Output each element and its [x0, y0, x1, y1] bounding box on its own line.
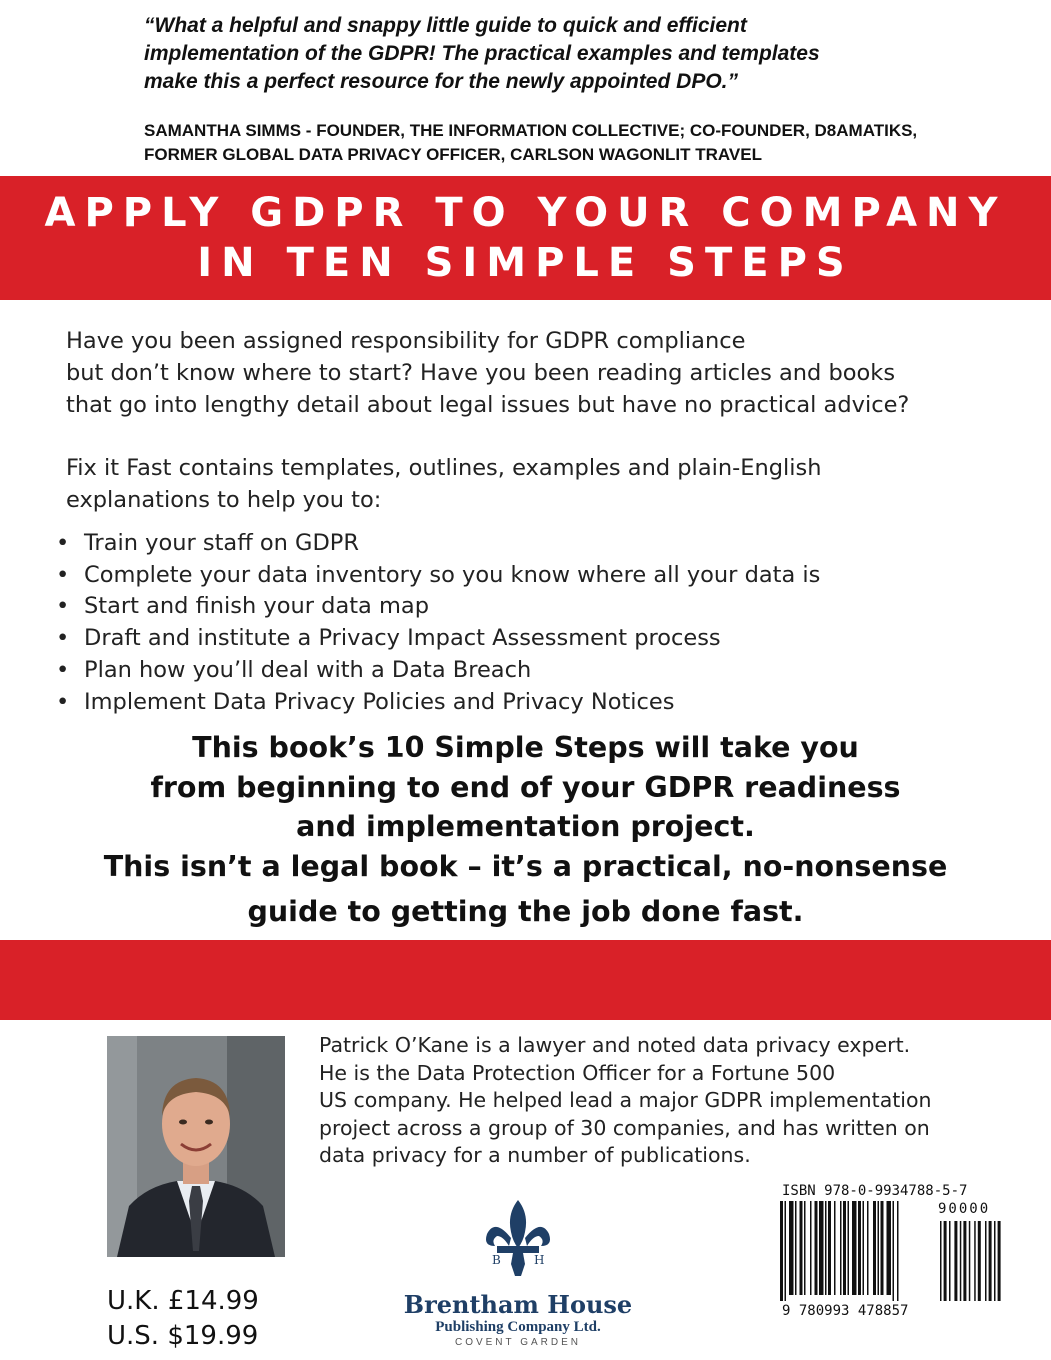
barcode-addon-bar	[949, 1221, 951, 1301]
attribution-line: SAMANTHA SIMMS - FOUNDER, THE INFORMATION COLLECTIVE; CO-FOUNDER, D8AMATIKS,	[144, 121, 918, 140]
list-item	[54, 528, 1014, 560]
list-item-text: Start and finish your data map	[84, 593, 429, 620]
barcode-icon	[778, 1201, 1018, 1303]
barcode-digits: 9 780993 478857	[782, 1303, 909, 1319]
barcode-addon-bar	[989, 1221, 992, 1301]
list-item	[54, 655, 1014, 687]
promo-line: This book’s 10 Simple Steps will take you	[192, 731, 859, 764]
bullet-icon: •	[56, 593, 70, 620]
bio-line: He is the Data Protection Officer for a Fortune 500	[319, 1060, 836, 1085]
bullet-icon: •	[56, 530, 70, 556]
promo-line: and implementation project.	[296, 810, 755, 843]
barcode-addon-bar	[954, 1221, 957, 1301]
barcode-addon-bar	[994, 1221, 996, 1301]
barcode-bar	[828, 1201, 831, 1295]
barcode-bar	[815, 1201, 818, 1295]
barcode-bar	[834, 1201, 836, 1295]
barcode-bar	[848, 1201, 850, 1295]
author-photo	[107, 1036, 285, 1257]
barcode-bar	[780, 1201, 783, 1301]
barcode-bar	[873, 1201, 876, 1295]
headline-line: APPLY GDPR TO YOUR COMPANY	[44, 190, 1007, 236]
attribution-line: FORMER GLOBAL DATA PRIVACY OFFICER, CARLSON WAGONLIT TRAVEL	[144, 145, 762, 164]
publisher-subtitle: Publishing Company Ltd.	[435, 1319, 601, 1335]
monogram-left: B	[492, 1253, 501, 1267]
barcode-bar	[840, 1201, 842, 1295]
bio-line: US company. He helped lead a major GDPR implementation	[319, 1088, 932, 1112]
intro-paragraph-2	[66, 452, 1016, 516]
list-item	[54, 687, 1014, 719]
barcode-addon-bar	[978, 1221, 981, 1301]
barcode-addon-bar	[963, 1221, 966, 1301]
barcode-addon-bar	[944, 1221, 947, 1301]
prices	[107, 1284, 259, 1354]
intro-line: Fix it Fast contains templates, outlines, examples and plain-English	[66, 455, 822, 481]
barcode-bar	[858, 1201, 861, 1295]
bio-line: data privacy for a number of publications.	[319, 1143, 751, 1167]
testimonial-attribution	[144, 119, 1024, 167]
author-bio	[319, 1032, 1019, 1170]
promo-line: from beginning to end of your GDPR readiness	[150, 770, 901, 804]
quote-line: “What a helpful and snappy little guide to quick and efficient	[144, 14, 747, 37]
publisher-location: COVENT GARDEN	[454, 1337, 582, 1348]
bio-line: Patrick O’Kane is a lawyer and noted data privacy expert.	[319, 1033, 911, 1057]
author-portrait-icon	[107, 1036, 285, 1257]
monogram-right: H	[534, 1253, 545, 1267]
list-item-text: Implement Data Privacy Policies and Privacy Notices	[84, 688, 675, 715]
intro-line: that go into lengthy detail about legal issues but have no practical advice?	[66, 392, 910, 418]
intro-line: but don’t know where to start? Have you been reading articles and books	[66, 360, 896, 386]
intro-line: Have you been assigned responsibility for GDPR compliance	[66, 328, 746, 354]
divider-banner	[0, 940, 1051, 1020]
list-item-text: Plan how you’ll deal with a Data Breach	[84, 656, 532, 683]
barcode-bar	[825, 1201, 827, 1295]
barcode-bar	[878, 1201, 880, 1295]
barcode-bar	[893, 1201, 895, 1301]
barcode-bar	[897, 1201, 899, 1301]
barcode-addon-bar	[998, 1221, 1001, 1301]
barcode-bar	[800, 1201, 803, 1295]
barcode-bar	[789, 1201, 794, 1295]
headline	[0, 188, 1051, 288]
price-us: U.S. $19.99	[107, 1321, 259, 1351]
intro-line: explanations to help you to:	[66, 487, 382, 513]
promo-line: This isn’t a legal book – it’s a practical, no-nonsense	[103, 849, 948, 883]
quote-line: implementation of the GDPR! The practical examples and templates	[144, 42, 820, 65]
promo-statement	[0, 728, 1051, 932]
isbn-label: ISBN 978-0-9934788-5-7	[782, 1183, 968, 1199]
barcode-addon-bar	[985, 1221, 987, 1301]
barcode-addon-bar	[969, 1221, 971, 1301]
quote-line: make this a perfect resource for the newly appointed DPO.”	[144, 70, 738, 93]
barcode-bar	[819, 1201, 824, 1295]
list-item	[54, 623, 1014, 655]
benefits-list	[54, 528, 1014, 718]
list-item	[54, 591, 1014, 623]
barcode-addon-bar	[974, 1221, 976, 1301]
barcode-bar	[843, 1201, 846, 1295]
bullet-icon: •	[56, 625, 70, 652]
intro-paragraph	[66, 325, 1016, 421]
list-item-text: Draft and institute a Privacy Impact Assessment process	[84, 625, 721, 652]
bullet-icon: •	[56, 656, 70, 683]
bullet-icon: •	[56, 561, 70, 588]
barcode-addon-bar	[960, 1221, 962, 1301]
bullet-icon: •	[56, 688, 70, 715]
barcode-bar	[795, 1201, 797, 1295]
barcode-bar	[863, 1201, 865, 1295]
publisher-name: Brentham House	[403, 1290, 633, 1319]
barcode-bar	[867, 1201, 869, 1295]
publisher-logo	[398, 1198, 638, 1350]
barcode-bar	[804, 1201, 806, 1295]
isbn-barcode	[778, 1183, 1018, 1323]
barcode-addon-bar	[940, 1221, 942, 1301]
barcode-bar	[852, 1201, 857, 1295]
price-uk: U.K. £14.99	[107, 1286, 259, 1316]
list-item-text: Complete your data inventory so you know where all your data is	[84, 561, 821, 588]
barcode-bar	[881, 1201, 884, 1295]
list-item	[54, 560, 1014, 592]
barcode-bar	[785, 1201, 787, 1301]
promo-line: guide to getting the job done fast.	[247, 895, 804, 928]
barcode-bar	[887, 1201, 892, 1295]
fleur-de-lis-icon	[483, 1198, 553, 1280]
barcode-addon: 90000	[938, 1201, 991, 1217]
barcode-bar	[810, 1201, 812, 1295]
list-item-text: Train your staff on GDPR	[84, 530, 360, 556]
testimonial-quote	[144, 12, 1024, 96]
headline-line: IN TEN SIMPLE STEPS	[197, 240, 854, 286]
bio-line: project across a group of 30 companies, and has written on	[319, 1115, 930, 1140]
